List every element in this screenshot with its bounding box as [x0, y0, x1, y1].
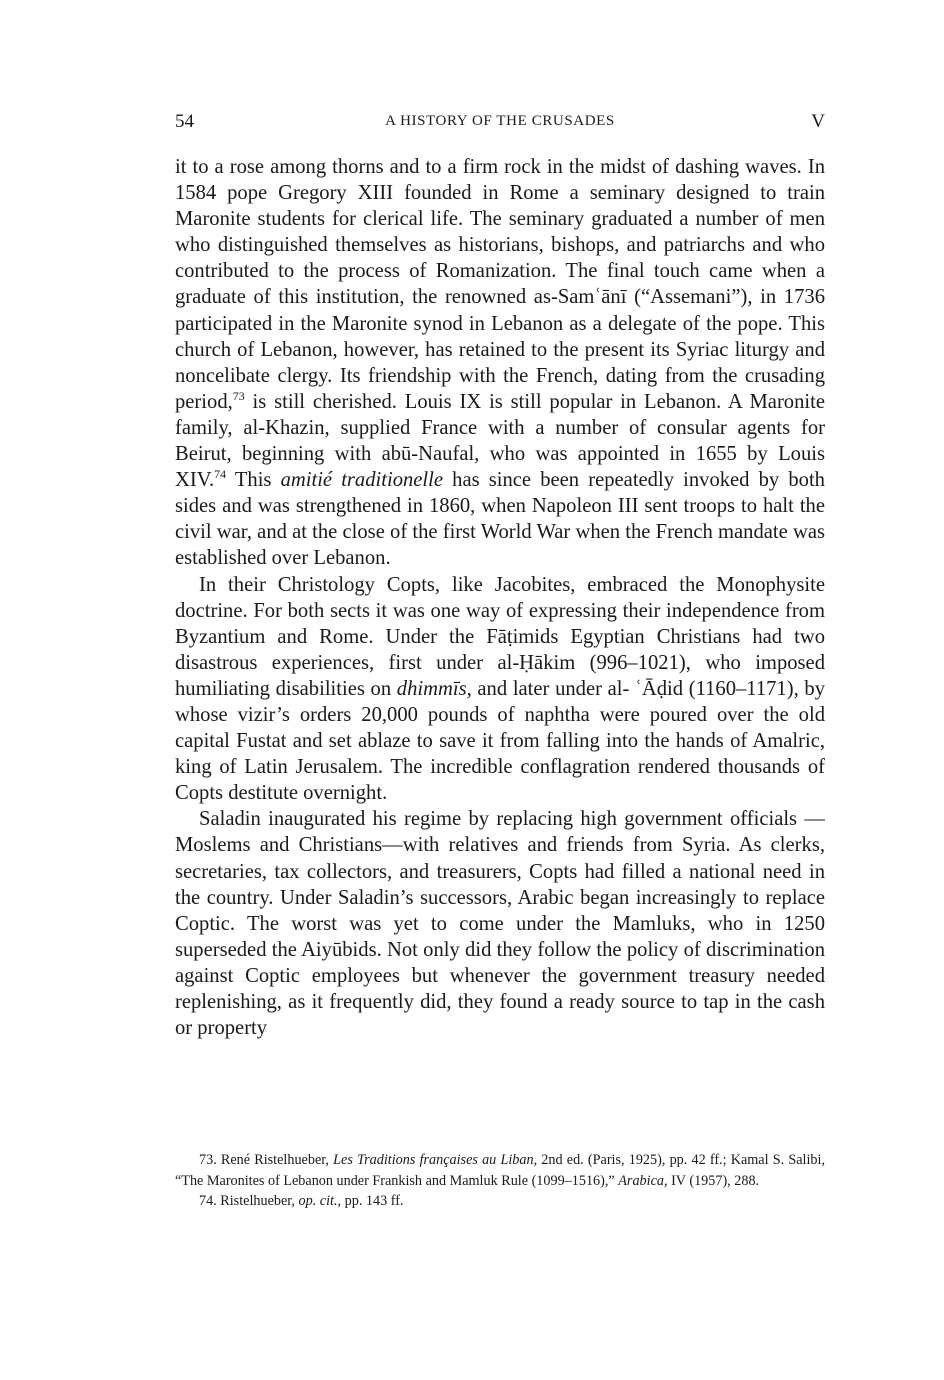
footnotes: [175, 1150, 825, 1212]
paragraph-1: [175, 154, 825, 572]
footnote-73-italic-journal: Arabica,: [618, 1172, 668, 1189]
paragraph-1-text-a: it to a rose among thorns and to a firm rock in the midst of dashing waves. In 1584 pope Gregory XIII founded in Rome a seminary designed to train Maronite students for clerical life. The seminary graduated a number of men who distinguished themselves as historians, bishops, and patriarchs and who contributed to the process of Romanization. The final touch came when a graduate of this institution, the renowned as-Samʿānī (“Assemani”), in 1736 participated in the Maronite synod in Lebanon as a delegate of the pope. This church of Lebanon, however, has retained to the present its Syriac liturgy and noncelibate clergy. Its friendship with the French, dating from the crusading period,: [175, 156, 825, 413]
footnote-73: [175, 1150, 825, 1191]
body-text: [175, 154, 825, 1041]
paragraph-2-text-a: In their Christology Copts, like Jacobites, embraced the Monophysite doctrine. For both sects it was one way of expressing their independence from Byzantium and Rome. Under the Fāṭimids Egyptian Christians had two disastrous experiences, first under al-Ḥākim (996–1021), who imposed humiliating disabilities on: [175, 573, 825, 700]
running-head: [175, 111, 825, 137]
running-title: A HISTORY OF THE CRUSADES: [385, 113, 615, 129]
paragraph-2-italic: dhimmīs,: [396, 677, 472, 700]
footnote-74: [175, 1191, 825, 1212]
paragraph-1-italic: amitié traditionelle: [280, 469, 444, 492]
paragraph-1-text-d: has since been repeatedly invoked by both sides and was strengthened in 1860, when Napoleon III sent troops to halt the civil war, and at the close of the first World War when the French mandate was established over Lebanon.: [175, 469, 825, 570]
footnote-73-text-c: IV (1957), 288.: [667, 1172, 760, 1189]
footnote-ref-74: 74: [214, 467, 227, 482]
footnote-73-text-a: 73. René Ristelhueber,: [199, 1152, 334, 1168]
footnote-ref-73: 73: [232, 389, 245, 404]
paragraph-1-text-c: This: [226, 469, 281, 492]
footnote-73-text-b: 2nd ed. (Paris, 1925), pp. 42 ff.; Kamal S. Salibi, “The Maronites of Lebanon under Frankish and Mamluk Rule (1099–1516),”: [175, 1152, 826, 1189]
footnote-74-text-a: 74. Ristelhueber,: [199, 1193, 299, 1210]
paragraph-3: Saladin inaugurated his regime by replacing high government officials —Moslems and Christians—with relatives and friends from Syria. As clerks, secretaries, tax collectors, and treasurers, Copts had filled a national need in the country. Under Saladin’s successors, Arabic began increasingly to replace Coptic. The worst was yet to come under the Mamluks, who in 1250 superseded the Aiyūbids. Not only did they follow the policy of discrimination against Coptic employees but whenever the government treasury needed replenishing, as it frequently did, they found a ready source to tap in the cash or property: [175, 808, 825, 1040]
page-number: 54: [175, 111, 194, 132]
footnote-74-italic: op. cit.,: [298, 1193, 342, 1210]
paragraph-2: [175, 572, 825, 807]
footnote-74-text-b: pp. 143 ff.: [341, 1193, 404, 1210]
paragraph-1-text-b: is still cherished. Louis IX is still popular in Lebanon. A Maronite family, al-Khazin, supplied France with a number of consular agents for Beirut, beginning with abū-Naufal, who was appointed in 1655 by Louis XIV.: [175, 390, 825, 492]
paragraph-2-text-b: and later under al- ʿĀḍid (1160–1171), by whose vizir’s orders 20,000 pounds of naphtha were poured over the old capital Fustat and set ablaze to save it from falling into the hands of Amalric, king of Latin Jerusalem. The incredible conflagration rendered thousands of Copts destitute overnight.: [175, 677, 825, 805]
part-number: V: [811, 111, 825, 132]
footnote-73-italic-title: Les Traditions françaises au Liban,: [333, 1152, 538, 1168]
